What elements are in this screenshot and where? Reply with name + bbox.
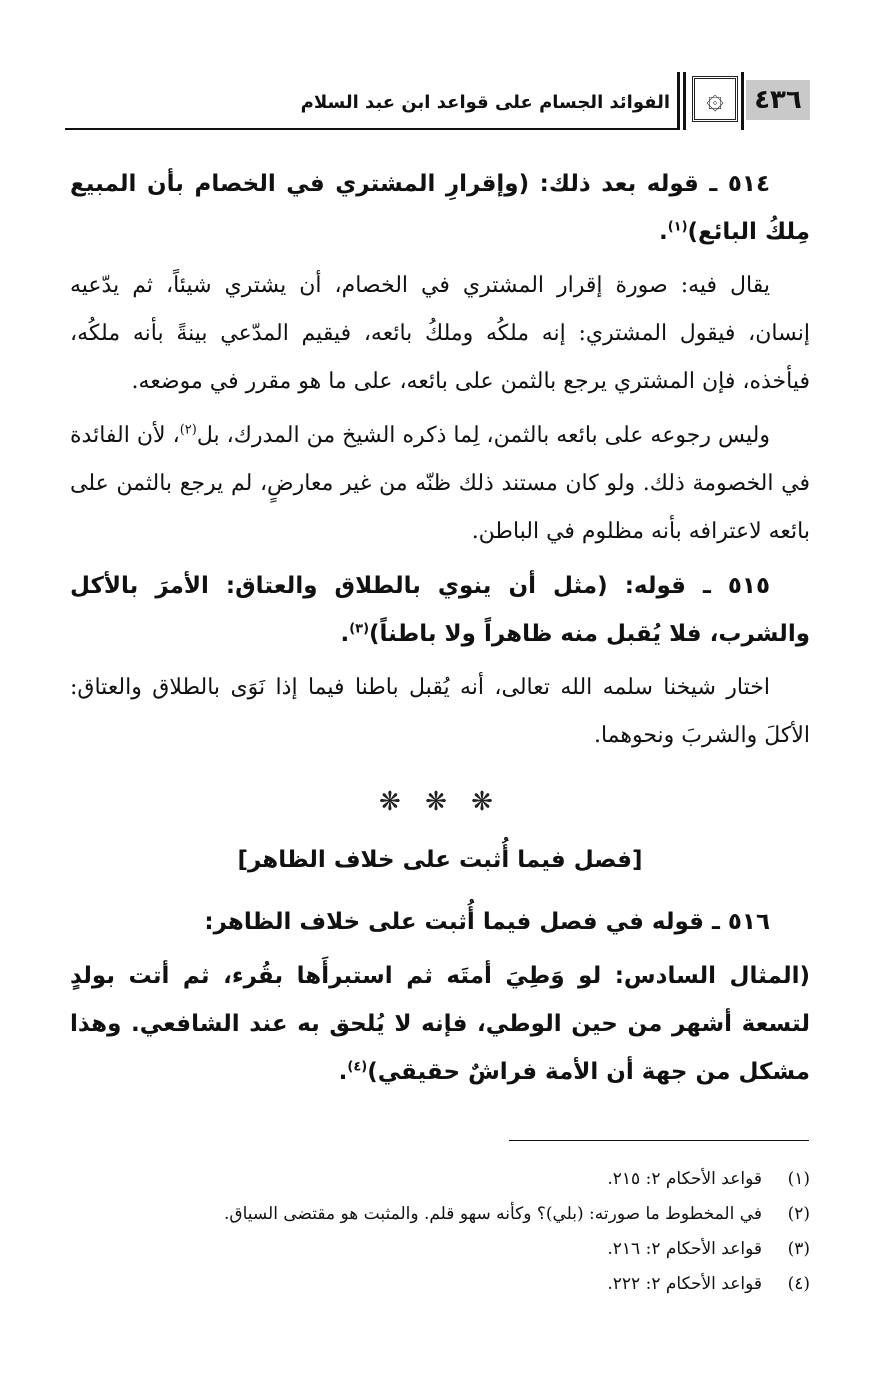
footnote-item: [70, 1232, 810, 1267]
header-divider: [677, 72, 680, 130]
footnote-separator: [509, 1140, 809, 1141]
footnote-item: [70, 1162, 810, 1197]
paragraph-516: ٥١٦ ـ قوله في فصل فيما أُثبت على خلاف الظاهر:: [204, 909, 770, 935]
footnote-text: قواعد الأحكام ٢: ٢١٥.: [607, 1169, 762, 1189]
running-header: [65, 72, 810, 130]
footnote-ref[interactable]: (٤): [347, 1059, 368, 1075]
paragraph-example-six: [70, 952, 810, 1096]
paragraph-text: (المثال السادس: لو وَطِيَ أمتَه ثم استبرأَها بقُرء، ثم أتت بولدٍ لتسعة أشهر من حين الوطي، فإنه لا يُلحق به عند الشافعي. وهذا مشكل من جهة أن الأمة فراشٌ حقيقي): [70, 963, 810, 1085]
footnote-number: (١): [787, 1169, 810, 1189]
footnote-item: [70, 1267, 810, 1302]
header-divider: [683, 72, 686, 130]
main-text: [70, 160, 810, 1102]
header-divider: [741, 72, 744, 130]
footnote-ref[interactable]: (١): [667, 219, 688, 235]
paragraph-return: [70, 412, 810, 556]
paragraph-515: [70, 562, 810, 658]
punctuation: .: [338, 1059, 348, 1085]
paragraph-explanation: يقال فيه: صورة إقرار المشتري في الخصام، أن يشتري شيئاً، ثم يدّعيه إنسان، فيقول المشتري: إنه ملكُه وملكُ بائعه، فيقيم المدّعي بينةً بأنه ملكُه، فيأخذه، فإن المشتري يرجع بالثمن على بائعه، على ما هو مقرر في موضعه.: [70, 273, 810, 394]
running-title: الفوائد الجسام على قواعد ابن عبد السلام: [300, 92, 670, 113]
footnote-ref[interactable]: (٢): [179, 422, 197, 438]
paragraph-514: [70, 160, 810, 256]
footnote-text: في المخطوط ما صورته: (بلي)؟ وكأنه سهو قلم. والمثبت هو مقتضى السياق.: [223, 1204, 762, 1224]
paragraph-shaykh-opinion: اختار شيخنا سلمه الله تعالى، أنه يُقبل باطنا فيما إذا نَوَى بالطلاق والعتاق: الأكلَ والشربَ ونحوهما.: [70, 675, 810, 748]
paragraph-text: وليس رجوعه على بائعه بالثمن، لِما ذكره الشيخ من المدرك، بل: [196, 423, 770, 448]
footnote-number: (٣): [787, 1239, 810, 1259]
punctuation: .: [340, 621, 350, 647]
section-divider: ❋ ❋ ❋: [379, 787, 501, 817]
footnote-text: قواعد الأحكام ٢: ٢١٦.: [607, 1239, 762, 1259]
section-heading: [فصل فيما أُثبت على خلاف الظاهر]: [237, 847, 643, 873]
page-number: ٤٣٦: [746, 80, 810, 120]
ornament-icon: ۞: [692, 76, 738, 122]
paragraph-text: ، لأن الفائدة في الخصومة ذلك. ولو كان مستند ذلك ظنّه من غير معارضٍ، لم يرجع بالثمن على بائعه لاعترافه بأنه مظلوم في الباطن.: [70, 423, 810, 544]
footnote-ref[interactable]: (٣): [349, 621, 370, 637]
punctuation: .: [658, 219, 668, 245]
footnote-text: قواعد الأحكام ٢: ٢٢٢.: [607, 1274, 762, 1294]
footnote-number: (٤): [787, 1274, 810, 1294]
paragraph-text: ٥١٥ ـ قوله: (مثل أن ينوي بالطلاق والعتاق: الأمرَ بالأكل والشرب، فلا يُقبل منه ظاهراً ولا باطناً): [70, 573, 810, 647]
paragraph-text: ٥١٤ ـ قوله بعد ذلك: (وإقرارِ المشتري في الخصام بأن المبيع مِلكُ البائع): [70, 171, 810, 245]
header-rule: [65, 128, 680, 130]
footnotes: [70, 1162, 810, 1302]
footnote-number: (٢): [787, 1204, 810, 1224]
footnote-item: [70, 1197, 810, 1232]
